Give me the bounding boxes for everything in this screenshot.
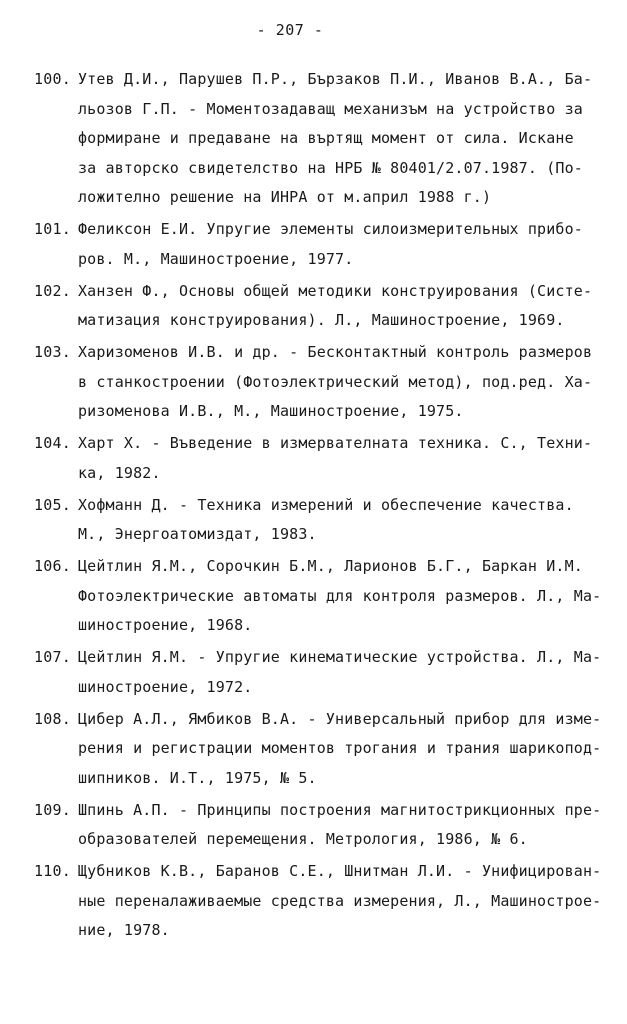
entry-number: 109.	[34, 800, 71, 819]
entry-line: Феликсон Е.И. Упругие элементы силоизмерительных прибо-	[78, 220, 583, 238]
entry-text	[78, 429, 627, 488]
entry-line: Харт Х. - Въведение в измервателната техника. С., Техни-	[78, 434, 593, 452]
entry-text	[78, 705, 627, 794]
entry-line: рения и регистрации моментов трогания и трания шарикопод-	[78, 739, 602, 757]
entry-line: за авторско свидетелство на НРБ № 80401/2.07.1987. (По-	[78, 158, 583, 177]
entry-line: Ханзен Ф., Основы общей методики конструирования (Систе-	[78, 281, 593, 300]
entry-number: 105.	[34, 495, 71, 514]
entry-line: Цейтлин Я.М. - Упругие кинематические устройства. Л., Ма-	[78, 648, 602, 666]
entry-text	[78, 65, 627, 213]
entry-text	[78, 491, 627, 550]
entry-line: ров. М., Машиностроение, 1977.	[78, 249, 354, 268]
bibliography-entry	[0, 277, 627, 336]
entry-number: 107.	[34, 648, 71, 666]
entry-text	[78, 338, 627, 427]
entry-line: ризоменова И.В., М., Машиностроение, 1975.	[78, 402, 464, 420]
entry-line: шипников. И.Т., 1975, № 5.	[78, 768, 317, 787]
entry-line: ложително решение на ИНРА от м.април 1988 г.)	[78, 188, 492, 206]
entry-line: формиране и предаване на въртящ момент от сила. Искане	[78, 129, 574, 147]
entry-number: 106.	[34, 557, 71, 575]
entry-number: 101.	[34, 220, 71, 238]
entry-number: 103.	[34, 343, 71, 361]
bibliography-entry	[0, 705, 627, 794]
bibliography-list	[0, 65, 627, 948]
entry-line: ка, 1982.	[78, 463, 161, 482]
bibliography-entry	[0, 215, 627, 274]
entry-number: 108.	[34, 709, 71, 728]
entry-text	[78, 857, 627, 946]
bibliography-entry	[0, 552, 627, 641]
bibliography-entry	[0, 338, 627, 427]
entry-line: ние, 1978.	[78, 921, 170, 939]
entry-line: Фотоэлектрические автоматы для контроля размеров. Л., Ма-	[78, 586, 602, 605]
entry-line: льозов Г.П. - Моментозадаващ механизъм на устройство за	[78, 99, 583, 118]
bibliography-entry	[0, 857, 627, 946]
entry-line: шиностроение, 1968.	[78, 616, 253, 634]
entry-text	[78, 215, 627, 274]
entry-line: ные переналаживаемые средства измерения, Л., Машинострое-	[78, 891, 602, 910]
entry-line: Цейтлин Я.М., Сорочкин Б.М., Ларионов Б.Г., Баркан И.М.	[78, 557, 583, 575]
entry-number: 100.	[34, 70, 71, 88]
entry-line: шиностроение, 1972.	[78, 677, 253, 696]
entry-text	[78, 796, 627, 855]
entry-number: 104.	[34, 434, 71, 452]
entry-line: Утев Д.И., Парушев П.Р., Бързаков П.И., Иванов В.А., Ба-	[78, 70, 593, 88]
entry-line: М., Энергоатомиздат, 1983.	[78, 525, 317, 543]
entry-line: Цибер А.Л., Ямбиков В.А. - Универсальный прибор для изме-	[78, 709, 602, 728]
entry-text	[78, 277, 627, 336]
entry-number: 102.	[34, 281, 71, 300]
entry-line: образователей перемещения. Метрология, 1986, № 6.	[78, 830, 528, 848]
bibliography-entry	[0, 65, 627, 213]
entry-text	[78, 552, 627, 641]
entry-line: матизация конструирования). Л., Машиностроение, 1969.	[78, 311, 565, 329]
entry-line: Щубников К.В., Баранов С.Е., Шнитман Л.И. - Унифицирован-	[78, 862, 602, 880]
bibliography-entry	[0, 429, 627, 488]
entry-number: 110.	[34, 862, 71, 880]
entry-line: в станкостроении (Фотоэлектрический метод), под.ред. Ха-	[78, 372, 593, 391]
entry-line: Шпинь А.П. - Принципы построения магнитострикционных пре-	[78, 800, 602, 819]
page-number: - 207 -	[256, 21, 324, 39]
bibliography-entry	[0, 491, 627, 550]
entry-line: Харизоменов И.В. и др. - Бесконтактный контроль размеров	[78, 343, 593, 361]
bibliography-entry	[0, 643, 627, 702]
entry-text	[78, 643, 627, 702]
bibliography-entry	[0, 796, 627, 855]
entry-line: Хофманн Д. - Техника измерений и обеспечение качества.	[78, 495, 574, 514]
